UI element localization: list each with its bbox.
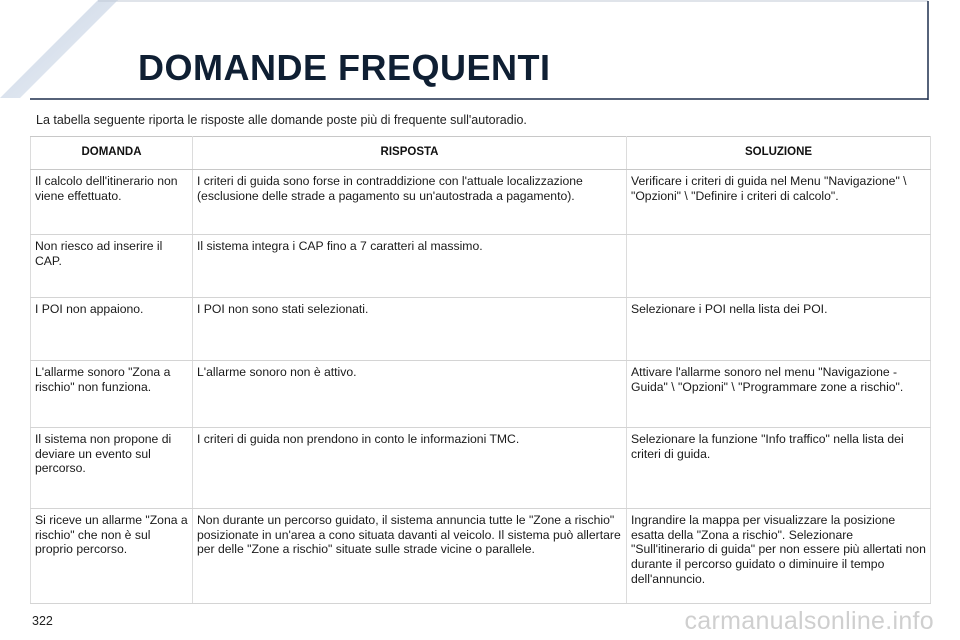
header-band xyxy=(0,0,960,110)
table-header-row xyxy=(31,137,931,170)
answer-cell: Non durante un percorso guidato, il sistema annuncia tutte le "Zone a rischio" posizionate in un'area a cono situata davanti al veicolo. Il sistema può allertare per delle "Zone a rischio" situate sulle strade vicine o parallele. xyxy=(193,509,627,604)
table-row xyxy=(31,361,931,428)
page-number: 322 xyxy=(32,614,53,628)
page-title: DOMANDE FREQUENTI xyxy=(138,47,551,88)
solution-cell: Attivare l'allarme sonoro nel menu "Navigazione - Guida" \ "Opzioni" \ "Programmare zone a rischio". xyxy=(627,361,931,428)
question-cell: I POI non appaiono. xyxy=(31,298,193,361)
faq-table xyxy=(30,136,931,604)
solution-cell: Selezionare la funzione "Info traffico" nella lista dei criteri di guida. xyxy=(627,428,931,509)
answer-cell: I criteri di guida sono forse in contraddizione con l'attuale localizzazione (esclusione delle strade a pagamento su un'autostrada a pagamento). xyxy=(193,170,627,235)
table-row xyxy=(31,428,931,509)
question-cell: Non riesco ad inserire il CAP. xyxy=(31,235,193,298)
column-header-soluzione: SOLUZIONE xyxy=(627,137,931,170)
solution-cell xyxy=(627,235,931,298)
table-row xyxy=(31,170,931,235)
solution-cell: Selezionare i POI nella lista dei POI. xyxy=(627,298,931,361)
question-cell: Il calcolo dell'itinerario non viene effettuato. xyxy=(31,170,193,235)
column-header-domanda: DOMANDA xyxy=(31,137,193,170)
solution-cell: Verificare i criteri di guida nel Menu "Navigazione" \ "Opzioni" \ "Definire i criteri di calcolo". xyxy=(627,170,931,235)
watermark: carmanualsonline.info xyxy=(684,607,934,635)
column-header-risposta: RISPOSTA xyxy=(193,137,627,170)
solution-cell: Ingrandire la mappa per visualizzare la posizione esatta della "Zona a rischio". Selezionare "Sull'itinerario di guida" per non essere più allertati non durante il percorso guidato o diminuire il tempo dell'annuncio. xyxy=(627,509,931,604)
answer-cell: I criteri di guida non prendono in conto le informazioni TMC. xyxy=(193,428,627,509)
question-cell: Il sistema non propone di deviare un evento sul percorso. xyxy=(31,428,193,509)
answer-cell: Il sistema integra i CAP fino a 7 caratteri al massimo. xyxy=(193,235,627,298)
table-row xyxy=(31,509,931,604)
question-cell: L'allarme sonoro "Zona a rischio" non funziona. xyxy=(31,361,193,428)
question-cell: Si riceve un allarme "Zona a rischio" che non è sul proprio percorso. xyxy=(31,509,193,604)
table-row xyxy=(31,298,931,361)
answer-cell: I POI non sono stati selezionati. xyxy=(193,298,627,361)
intro-text: La tabella seguente riporta le risposte alle domande poste più di frequente sull'autoradio. xyxy=(36,113,527,127)
table-row xyxy=(31,235,931,298)
answer-cell: L'allarme sonoro non è attivo. xyxy=(193,361,627,428)
